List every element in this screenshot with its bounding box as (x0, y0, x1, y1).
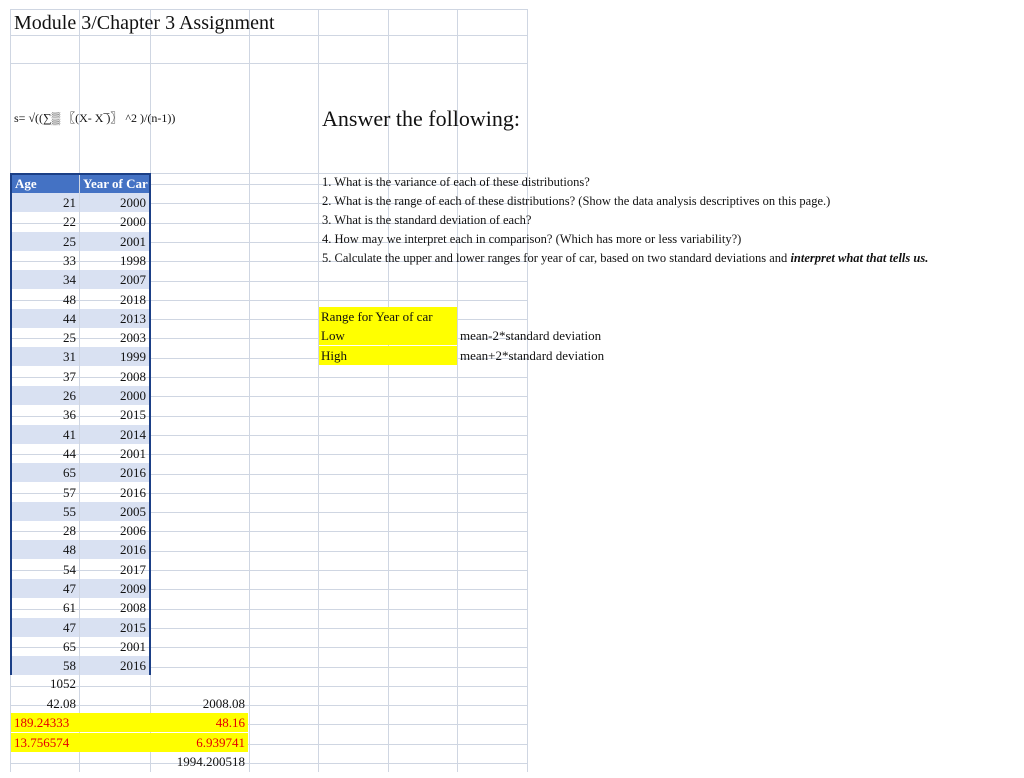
stdev-age[interactable]: 13.756574 (11, 733, 150, 752)
sheet-title: Module 3/Chapter 3 Assignment (14, 12, 275, 34)
std-dev-formula: s= √((∑▒ 〖(X- X ̅)〗 ^2 )/(n-1)) (14, 111, 176, 125)
table-cell-age[interactable]: 47 (12, 579, 79, 598)
table-cell-year[interactable]: 2001 (120, 639, 146, 654)
table-cell-year[interactable]: 2001 (80, 232, 149, 251)
range-high-formula[interactable]: mean+2*standard deviation (460, 348, 605, 363)
question-3: 3. What is the standard deviation of each? (322, 213, 532, 227)
table-cell-year[interactable]: 2016 (120, 485, 146, 500)
question-5 (322, 249, 928, 267)
range-high-label[interactable]: High (319, 346, 457, 365)
table-cell-year[interactable]: 2000 (120, 214, 146, 229)
table-cell-age[interactable]: 37 (63, 369, 76, 384)
question-1: 1. What is the variance of each of these distributions? (322, 175, 590, 189)
question-5-emphasis: interpret what that tells us. (790, 251, 929, 265)
table-cell-year[interactable]: 1998 (120, 253, 146, 268)
table-border-top (10, 173, 151, 175)
table-cell-age[interactable]: 44 (12, 309, 79, 328)
answer-heading: Answer the following: (322, 106, 520, 131)
question-2: 2. What is the range of each of these distributions? (Show the data analysis descriptives on this page.) (322, 194, 831, 208)
question-4: 4. How may we interpret each in comparison? (Which has more or less variability?) (322, 232, 742, 246)
table-cell-year[interactable]: 2018 (120, 292, 146, 307)
table-cell-age[interactable]: 41 (12, 425, 79, 444)
table-cell-year[interactable]: 1999 (80, 347, 149, 366)
table-border-left (10, 173, 12, 675)
variance-year[interactable]: 48.16 (150, 713, 248, 732)
table-cell-year[interactable]: 2000 (80, 386, 149, 405)
low-range-value[interactable]: 1994.200518 (176, 754, 245, 769)
table-cell-year[interactable]: 2016 (80, 540, 149, 559)
table-cell-year[interactable]: 2014 (80, 425, 149, 444)
table-cell-age[interactable]: 31 (12, 347, 79, 366)
table-cell-age[interactable]: 28 (63, 523, 76, 538)
table-cell-year[interactable]: 2016 (80, 463, 149, 482)
table-cell-age[interactable]: 55 (12, 502, 79, 521)
table-cell-year[interactable]: 2017 (120, 562, 146, 577)
table-cell-age[interactable]: 65 (12, 463, 79, 482)
table-cell-year[interactable]: 2001 (120, 446, 146, 461)
table-cell-age[interactable]: 57 (63, 485, 76, 500)
question-5-text: 5. Calculate the upper and lower ranges for year of car, based on two standard deviations and (322, 251, 791, 265)
table-cell-year[interactable]: 2000 (80, 193, 149, 212)
table-cell-year[interactable]: 2016 (80, 656, 149, 675)
table-cell-age[interactable]: 34 (12, 270, 79, 289)
table-cell-age[interactable]: 61 (63, 600, 76, 615)
table-cell-age[interactable]: 22 (63, 214, 76, 229)
table-border-right (149, 173, 151, 675)
table-cell-age[interactable]: 21 (12, 193, 79, 212)
header-age[interactable]: Age (12, 174, 79, 193)
table-cell-year[interactable]: 2009 (80, 579, 149, 598)
table-cell-age[interactable]: 25 (63, 330, 76, 345)
table-cell-year[interactable]: 2013 (80, 309, 149, 328)
range-title[interactable]: Range for Year of car (319, 307, 457, 326)
range-low-formula[interactable]: mean-2*standard deviation (460, 328, 602, 343)
table-cell-year[interactable]: 2005 (80, 502, 149, 521)
table-cell-age[interactable]: 65 (63, 639, 76, 654)
table-cell-age[interactable]: 47 (12, 618, 79, 637)
range-low-label[interactable]: Low (319, 326, 457, 345)
header-year-of-car[interactable]: Year of Car (80, 174, 149, 193)
sum-age[interactable]: 1052 (50, 676, 76, 691)
table-cell-age[interactable]: 36 (63, 407, 76, 422)
stdev-year[interactable]: 6.939741 (150, 733, 248, 752)
table-cell-age[interactable]: 48 (12, 540, 79, 559)
table-cell-age[interactable]: 58 (12, 656, 79, 675)
table-cell-year[interactable]: 2007 (80, 270, 149, 289)
table-cell-age[interactable]: 54 (63, 562, 76, 577)
mean-year[interactable]: 2008.08 (202, 696, 245, 711)
table-cell-year[interactable]: 2015 (80, 618, 149, 637)
table-cell-year[interactable]: 2003 (120, 330, 146, 345)
table-cell-year[interactable]: 2006 (120, 523, 146, 538)
table-cell-year[interactable]: 2008 (120, 369, 146, 384)
table-cell-year[interactable]: 2008 (120, 600, 146, 615)
table-cell-age[interactable]: 26 (12, 386, 79, 405)
mean-age[interactable]: 42.08 (46, 696, 76, 711)
variance-age[interactable]: 189.24333 (11, 713, 150, 732)
table-cell-age[interactable]: 25 (12, 232, 79, 251)
table-cell-year[interactable]: 2015 (120, 407, 146, 422)
table-cell-age[interactable]: 48 (63, 292, 76, 307)
table-cell-age[interactable]: 33 (63, 253, 76, 268)
table-cell-age[interactable]: 44 (63, 446, 76, 461)
